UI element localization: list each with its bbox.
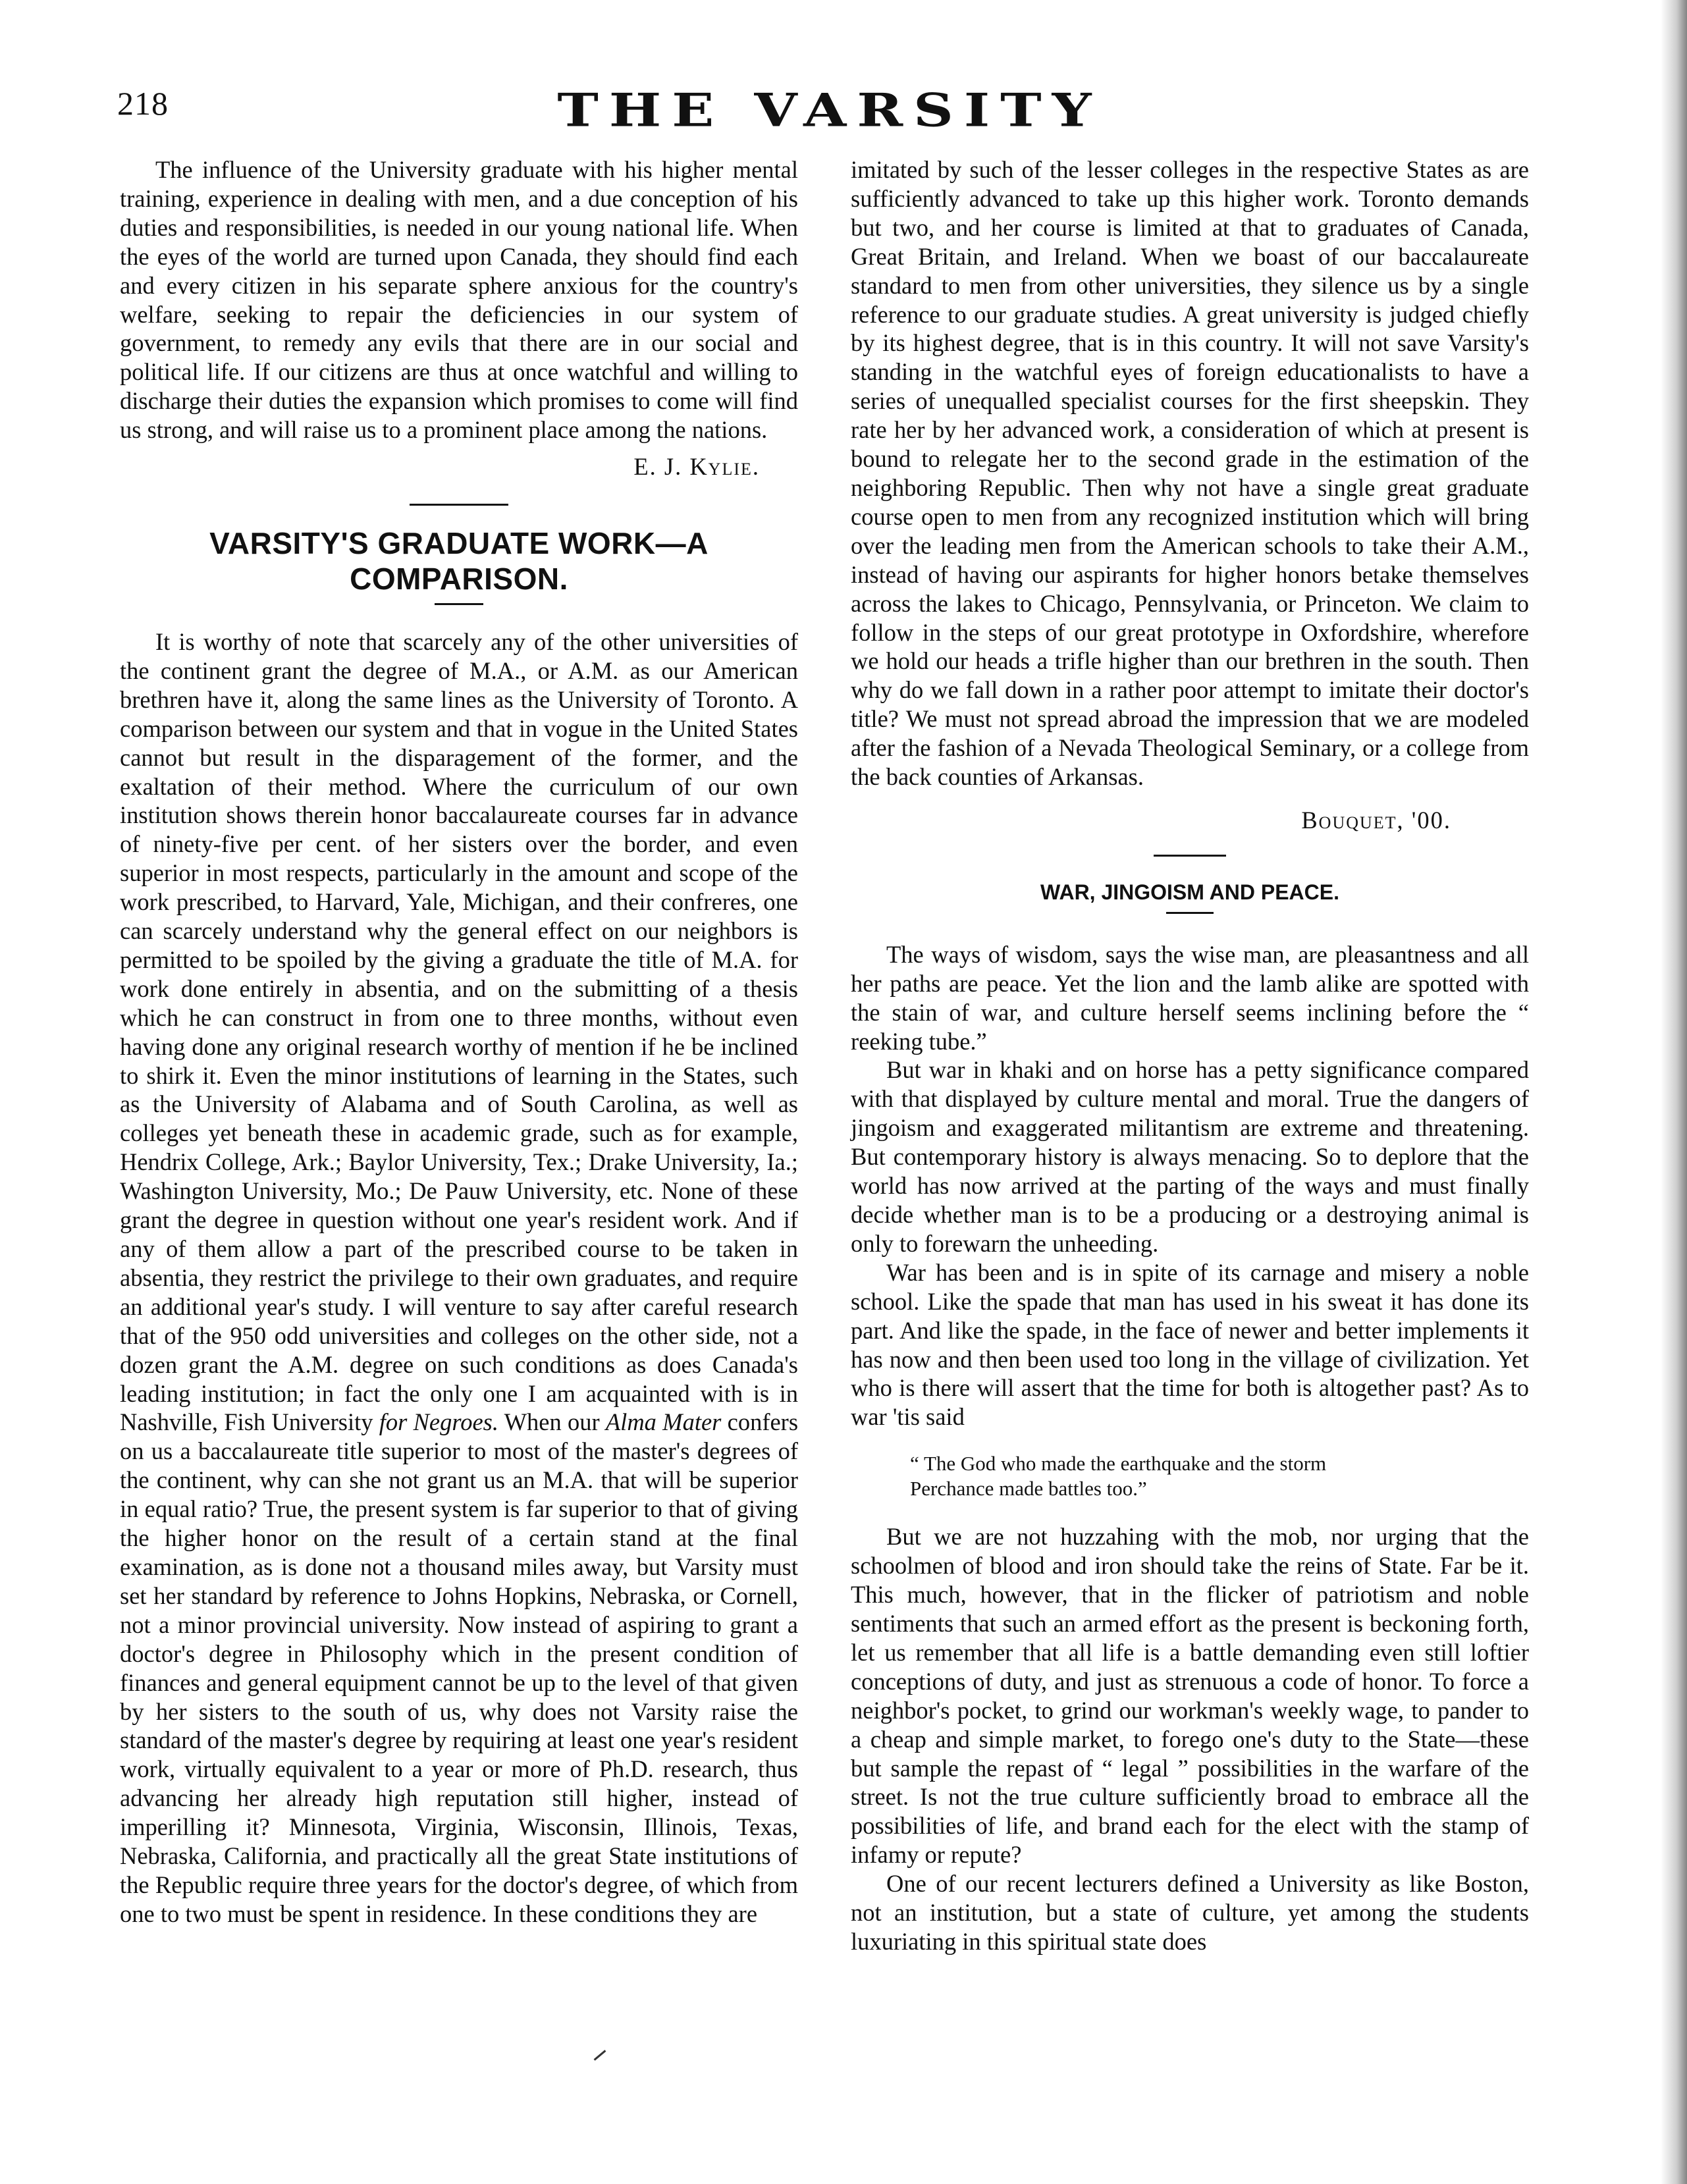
section-divider-right: [1154, 855, 1226, 857]
page-number: 218: [117, 85, 169, 122]
scan-edge-shadow: [1661, 0, 1687, 2184]
quote-line-1: “ The God who made the earthquake and the storm: [910, 1452, 1327, 1476]
article-italic-negroes: for Negroes.: [379, 1408, 498, 1436]
war-paragraph-5: One of our recent lecturers defined a University as like Boston, not an institution, but a state of culture, yet among the students luxuriating in this spiritual state does: [851, 1870, 1529, 1955]
section-divider: [410, 504, 508, 506]
article-title: VARSITY'S GRADUATE WORK—A COMPARISON.: [209, 525, 709, 596]
intro-paragraph: The influence of the University graduate with his higher mental training, experience in dealing with men, and a due conception of his duties and responsibilities, is needed in our young national life. When the eyes of the world are turned upon Canada, they should find each and every citizen in his separate sphere anxious for the country's welfare, seeking to repair the deficiencies in our system of government, to remedy any evils that there are in our social and political life. If our citizens are thus at once watchful and willing to discharge their duties the expansion which promises to come will find us strong, and will raise us to a prominent place among the nations.: [120, 156, 798, 444]
left-column: [120, 155, 798, 1929]
war-paragraph-3: War has been and is in spite of its carnage and misery a noble school. Like the spade that man has used in his sweat it has done its part. And like the spade, in the face of newer and better implements it has now and then been used too long in the village of civilization. Yet who is there will assert that the time for both is altogether past? As to war 'tis said: [851, 1258, 1529, 1431]
article-italic-alma-mater: Alma Mater: [605, 1408, 722, 1436]
war-paragraph-1: The ways of wisdom, says the wise man, are pleasantness and all her paths are peace. Yet the lion and the lamb alike are spotted with the stain of war, and culture herself seems inclining before the “ reeking tube.”: [851, 940, 1529, 1055]
article-paragraph: [120, 627, 798, 1929]
article2-title-underline: [1166, 912, 1214, 914]
war-paragraph-2: But war in khaki and on horse has a petty significance compared with that displayed by culture mental and moral. True the dangers of jingoism and exaggerated militantism are extreme and threatening. But contemporary history is always menacing. So to deplore that the world has now arrived at the parting of the ways and must finally decide whether man is to be a producing or a destroying animal is only to forewarn the unheeding.: [851, 1056, 1529, 1257]
continued-paragraph: imitated by such of the lesser colleges in the respective States as are sufficiently advanced to take up this higher work. Toronto demands but two, and her course is limited at that to graduates of Canada, Great Britain, and Ireland. When we boast of our baccalaureate standard to men from other universities, they silence us by a single reference to our graduate studies. A great university is judged chiefly by its highest degree, that is in this country. It will not save Varsity's standing in the watchful eyes of foreign educationalists to have a series of unequalled specialist courses for the first sheepskin. They rate her by her advanced work, a consideration of which at present is bound to relegate her to the second grade in the estimation of the neighboring Republic. Then why not have a single great graduate course open to men from any recognized institution which will bring over the leading men from the American schools to take their A.M., instead of having our aspirants for higher honors betake themselves across the lakes to Chicago, Pennsylvania, or Princeton. We claim to follow in the steps of our great prototype in Oxfordshire, wherefore we hold our heads a trifle higher than our brethren in the south. Then why do we fall down in a rather poor attempt to imitate their doctor's title? We must not spread abroad the impression that we are modeled after the fashion of a Nevada Theological Seminary, or a college from the back counties of Arkansas.: [851, 156, 1529, 791]
stray-ink-mark: [594, 2050, 606, 2060]
article-signature: Bouquet, '00.: [1301, 806, 1451, 834]
masthead-title: THE VARSITY: [557, 83, 1102, 138]
article2-title: WAR, JINGOISM AND PEACE.: [1040, 880, 1339, 904]
right-column: [851, 155, 1529, 1956]
article-text-part-2: When our: [504, 1408, 600, 1436]
intro-signature: E. J. Kylie.: [633, 453, 760, 481]
quote-line-2: Perchance made battles too.”: [910, 1477, 1147, 1501]
article-text-part-1: It is worthy of note that scarcely any of the other universities of the continent grant the degree of M.A., or A.M. as our American brethren have it, along the same lines as the University of Toronto. A comparison between our system and that in vogue in the United States cannot but result in the disparagement of the former, and the exaltation of their method. Where the curriculum of our own institution shows therein honor baccalaureate courses far in advance of ninety-five per cent. of her sisters over the border, and even superior in most respects, particularly in the amount and scope of the work prescribed, to Harvard, Yale, Michigan, and their confreres, one can scarcely understand why the general effect on our neighbors is permitted to be spoiled by the giving a graduate the title of M.A. for work done entirely in absentia, and on the submitting of a thesis which he can construct in from one to three months, without even having done any original research worthy of mention if he be inclined to shirk it. Even the minor institutions of learning in the States, such as the University of Alabama and of South Carolina, as well as colleges yet beneath these in academic grade, such as for example, Hendrix College, Ark.; Baylor University, Tex.; Drake University, Ia.; Washington University, Mo.; De Pauw University, etc. None of these grant the degree in question without one year's resident work. And if any of them allow a part of the prescribed course to be taken in absentia, they restrict the privilege to their own graduates, and require an additional year's study. I will venture to say after careful research that of the 950 odd universities and colleges on the other side, not a dozen grant the A.M. degree on such conditions as does Canada's leading institution; in fact the only one I am acquainted with is in Nashville, Fish University: [120, 627, 798, 1436]
article-text-part-3: confers on us a baccalaureate title superior to most of the master's degrees of the continent, why can she not grant us an M.A. that will be superior in equal ratio? True, the present system is far superior to that of giving the higher honor on the result of a certain stand at the final examination, as is done not a thousand miles away, but Varsity must set her standard by reference to Johns Hopkins, Nebraska, or Cornell, not a minor provincial university. Now instead of aspiring to grant a doctor's degree in Philosophy which in the present condition of finances and general equipment cannot be up to the level of that given by her sisters to the south of us, why does not Varsity raise the standard of the master's degree by requiring at least one year's resident work, virtually equivalent to a year or more of Ph.D. research, thus advancing her already high reputation still higher, instead of imperilling it? Minnesota, Virginia, Wisconsin, Illinois, Texas, Nebraska, California, and practically all the great State institutions of the Republic require three years for the doctor's degree, of which from one to two must be spent in residence. In these conditions they are: [120, 1408, 799, 1927]
title-underline: [435, 603, 483, 605]
war-paragraph-4: But we are not huzzahing with the mob, nor urging that the schoolmen of blood and iron should take the reins of State. Far be it. This much, however, that in the flicker of patriotism and noble sentiments that such an armed effort as the present is beckoning forth, let us remember that all life is a battle demanding even still loftier conceptions of duty, and just as strenuous a code of honor. To force a neighbor's pocket, to grind our workman's weekly wage, to pander to a cheap and simple market, to forego one's duty to the State—these but sample the repast of “ legal ” possibilities in the warfare of the street. Is not the true culture sufficiently broad to embrace all the possibilities of life, and brand each for the elect with the stamp of infamy or repute?: [851, 1523, 1529, 1869]
poem-quote: [910, 1451, 1529, 1501]
